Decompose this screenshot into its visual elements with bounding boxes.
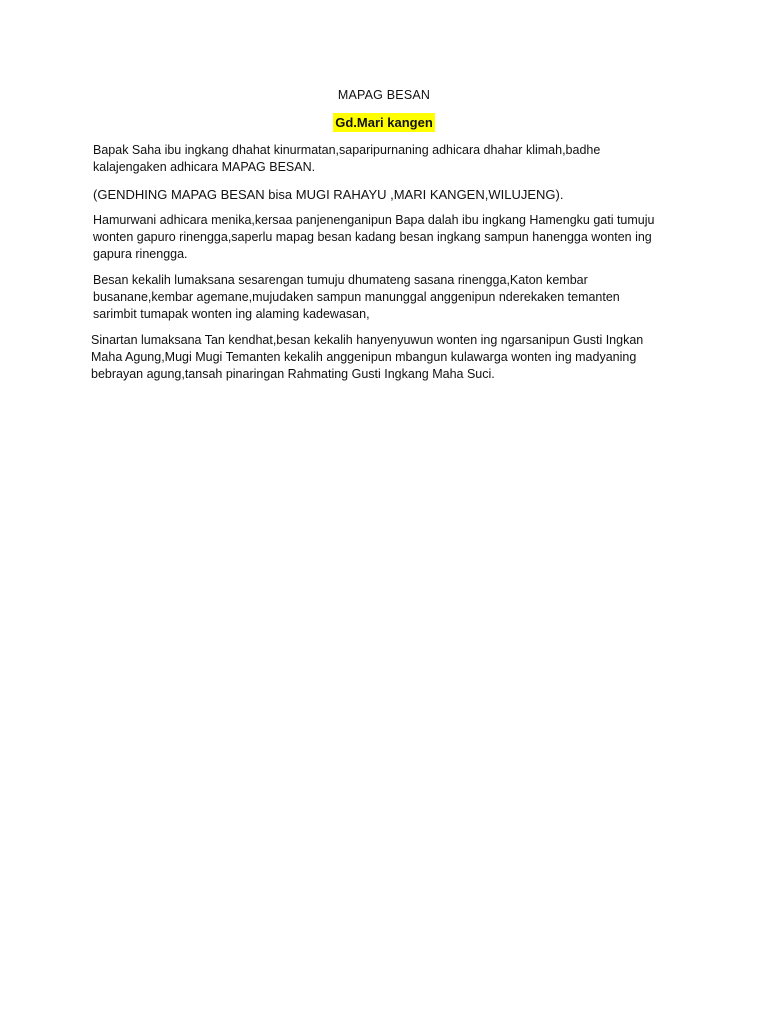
text-line: wonten gapuro rinengga,saperlu mapag besan kadang besan ingkang sampun hanengga wonten ing	[93, 230, 652, 244]
document-body	[93, 142, 693, 392]
paragraph-hamurwani	[93, 212, 693, 263]
document-title: MAPAG BESAN	[337, 88, 431, 102]
text-line: (GENDHING MAPAG BESAN bisa MUGI RAHAYU ,MARI KANGEN,WILUJENG).	[93, 187, 564, 202]
text-line: Besan kekalih lumaksana sesarengan tumuju dhumateng sasana rinengga,Katon kembar	[93, 273, 588, 287]
text-line: gapura rinengga.	[93, 247, 188, 261]
paragraph-gendhing	[93, 186, 693, 203]
text-line: Maha Agung,Mugi Mugi Temanten kekalih anggenipun mbangun kulawarga wonten ing madyaning	[91, 350, 637, 364]
text-line: busanane,kembar agemane,mujudaken sampun manunggal anggenipun nderekaken temanten	[93, 290, 620, 304]
paragraph-intro	[93, 142, 693, 176]
text-line: kalajengaken adhicara MAPAG BESAN.	[93, 160, 316, 174]
paragraph-besan-kekalih	[93, 272, 693, 323]
paragraph-sinartan	[91, 332, 693, 383]
highlighted-subtitle: Gd.Mari kangen	[335, 115, 433, 130]
subtitle-container	[0, 113, 768, 132]
text-line: bebrayan agung,tansah pinaringan Rahmating Gusti Ingkang Maha Suci.	[91, 367, 495, 381]
text-line: Hamurwani adhicara menika,kersaa panjenenganipun Bapa dalah ibu ingkang Hamengku gati tumuju	[93, 213, 655, 227]
text-line: Bapak Saha ibu ingkang dhahat kinurmatan,saparipurnaning adhicara dhahar klimah,badhe	[93, 143, 601, 157]
text-line: sarimbit tumapak wonten ing alaming kadewasan,	[93, 307, 370, 321]
text-line: Sinartan lumaksana Tan kendhat,besan kekalih hanyenyuwun wonten ing ngarsanipun Gusti Ingkan	[91, 333, 644, 347]
